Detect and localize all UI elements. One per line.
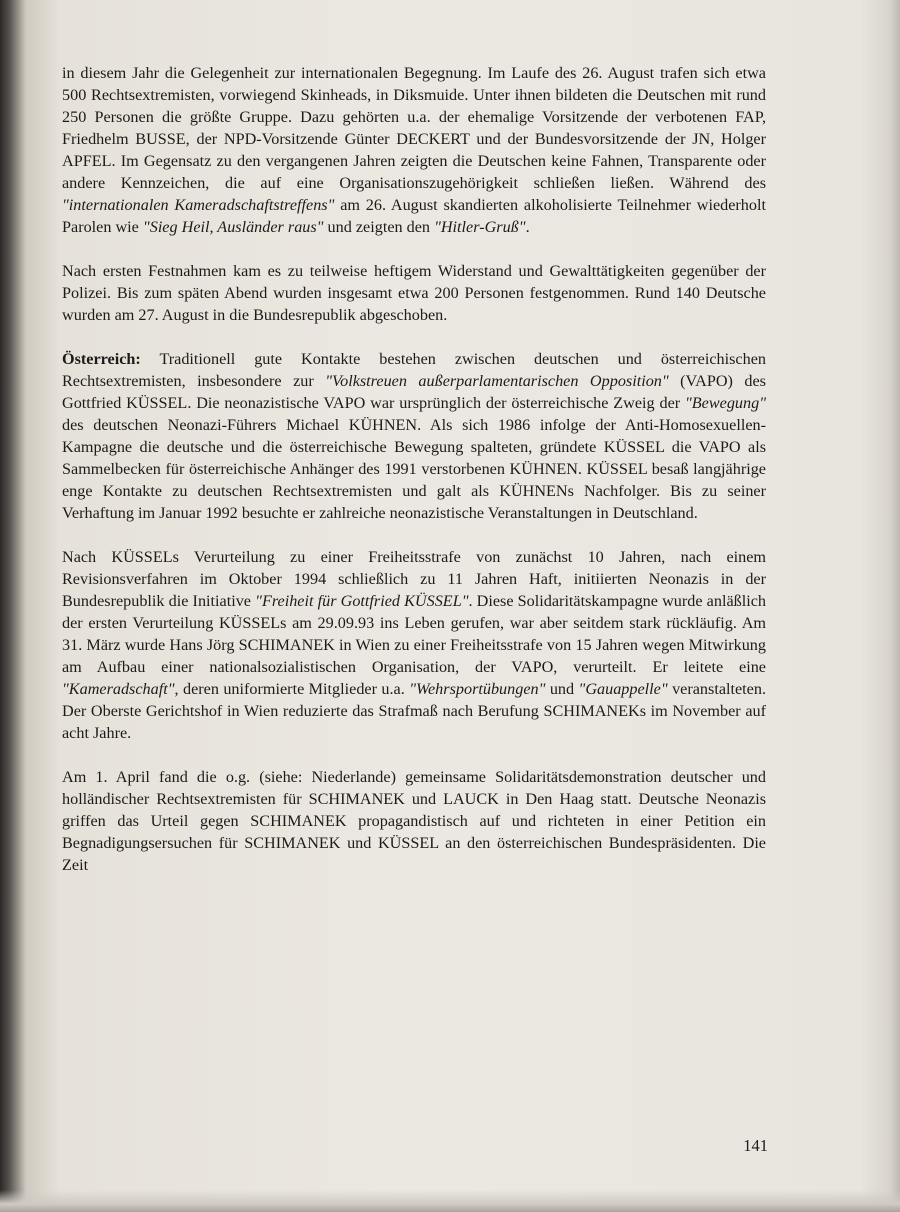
paragraph-festnahmen xyxy=(62,260,766,326)
paragraph-kuessel-verurteilung xyxy=(62,546,766,744)
paragraph-body: in diesem Jahr die Gelegenheit zur internationalen Begegnung. Im Laufe des 26. August trafen sich etwa 500 Rechtsextremisten, vorwiegend Skinheads, in Diksmuide. Unter ihnen bildeten die Deutschen mit rund 250 Personen die größte Gruppe. Dazu gehörten u.a. der ehemalige Vorsitzende der verbotenen FAP, Friedhelm BUSSE, der NPD-Vorsitzende Günter DECKERT und der Bundesvorsitzende der JN, Holger APFEL. Im Gegensatz zu den vergangenen Jahren zeigten die Deutschen keine Fahnen, Transparente oder andere Kennzeichen, die auf eine Organisationszugehörigkeit schließen ließen. Während des "internationalen Kameradschaftstreffens" am 26. August skandierten alkoholisierte Teilnehmer wiederholt Parolen wie "Sieg Heil, Ausländer raus" und zeigten den "Hitler-Gruß". xyxy=(62,64,766,236)
paragraph-body: Traditionell gute Kontakte bestehen zwischen deutschen und österreichischen Rechtsextremisten, insbesondere zur "Volkstreuen außerparlamentarischen Opposition" (VAPO) des Gottfried KÜSSEL. Die neonazistische VAPO war ursprünglich der österreichische Zweig der "Bewegung" des deutschen Neonazi-Führers Michael KÜHNEN. Als sich 1986 infolge der Anti-Homosexuellen-Kampagne die deutsche und die österreichische Bewegung spalteten, gründete KÜSSEL die VAPO als Sammelbecken für österreichische Anhänger des 1991 verstorbenen KÜHNEN. KÜSSEL besaß langjährige enge Kontakte zu deutschen Rechtsextremisten und galt als KÜHNENs Nachfolger. Bis zu seiner Verhaftung im Januar 1992 besuchte er zahlreiche neonazistische Veranstaltungen in Deutschland. xyxy=(62,350,766,522)
paragraph-body: Am 1. April fand die o.g. (siehe: Niederlande) gemeinsame Solidaritätsdemonstration deutscher und holländischer Rechtsextremisten für SCHIMANEK und LAUCK in Den Haag statt. Deutsche Neonazis griffen das Urteil gegen SCHIMANEK propagandistisch auf und richteten in einer Petition ein Begnadigungsersuchen für SCHIMANEK und KÜSSEL an den österreichischen Bundespräsidenten. Die Zeit xyxy=(62,768,766,874)
scan-bottom-shadow xyxy=(0,1190,900,1212)
paragraph-oesterreich xyxy=(62,348,766,524)
paragraph-lead-oesterreich: Österreich: xyxy=(62,350,141,368)
page-number: 141 xyxy=(743,1136,768,1155)
paragraph-den-haag xyxy=(62,766,766,876)
paragraph-diksmuide xyxy=(62,62,766,238)
page-body-text xyxy=(62,62,766,898)
paragraph-body: Nach KÜSSELs Verurteilung zu einer Freiheitsstrafe von zunächst 10 Jahren, nach einem Revisionsverfahren im Oktober 1994 schließlich zu 11 Jahren Haft, initiierten Neonazis in der Bundesrepublik die Initiative "Freiheit für Gottfried KÜSSEL". Diese Solidaritätskampagne wurde anläßlich der ersten Verurteilung KÜSSELs am 29.09.93 ins Leben gerufen, war aber seitdem stark rückläufig. Am 31. März wurde Hans Jörg SCHIMANEK in Wien zu einer Freiheitsstrafe von 15 Jahren wegen Mitwirkung am Aufbau einer nationalsozialistischen Organisation, der VAPO, verurteilt. Er leitete eine "Kameradschaft", deren uniformierte Mitglieder u.a. "Wehrsportübungen" und "Gauappelle" veranstalteten. Der Oberste Gerichtshof in Wien reduzierte das Strafmaß nach Berufung SCHIMANEKs im November auf acht Jahre. xyxy=(62,548,767,742)
paragraph-body: Nach ersten Festnahmen kam es zu teilweise heftigem Widerstand und Gewalttätigkeiten gegenüber der Polizei. Bis zum späten Abend wurden insgesamt etwa 200 Personen festgenommen. Rund 140 Deutsche wurden am 27. August in die Bundesrepublik abgeschoben. xyxy=(62,262,766,324)
